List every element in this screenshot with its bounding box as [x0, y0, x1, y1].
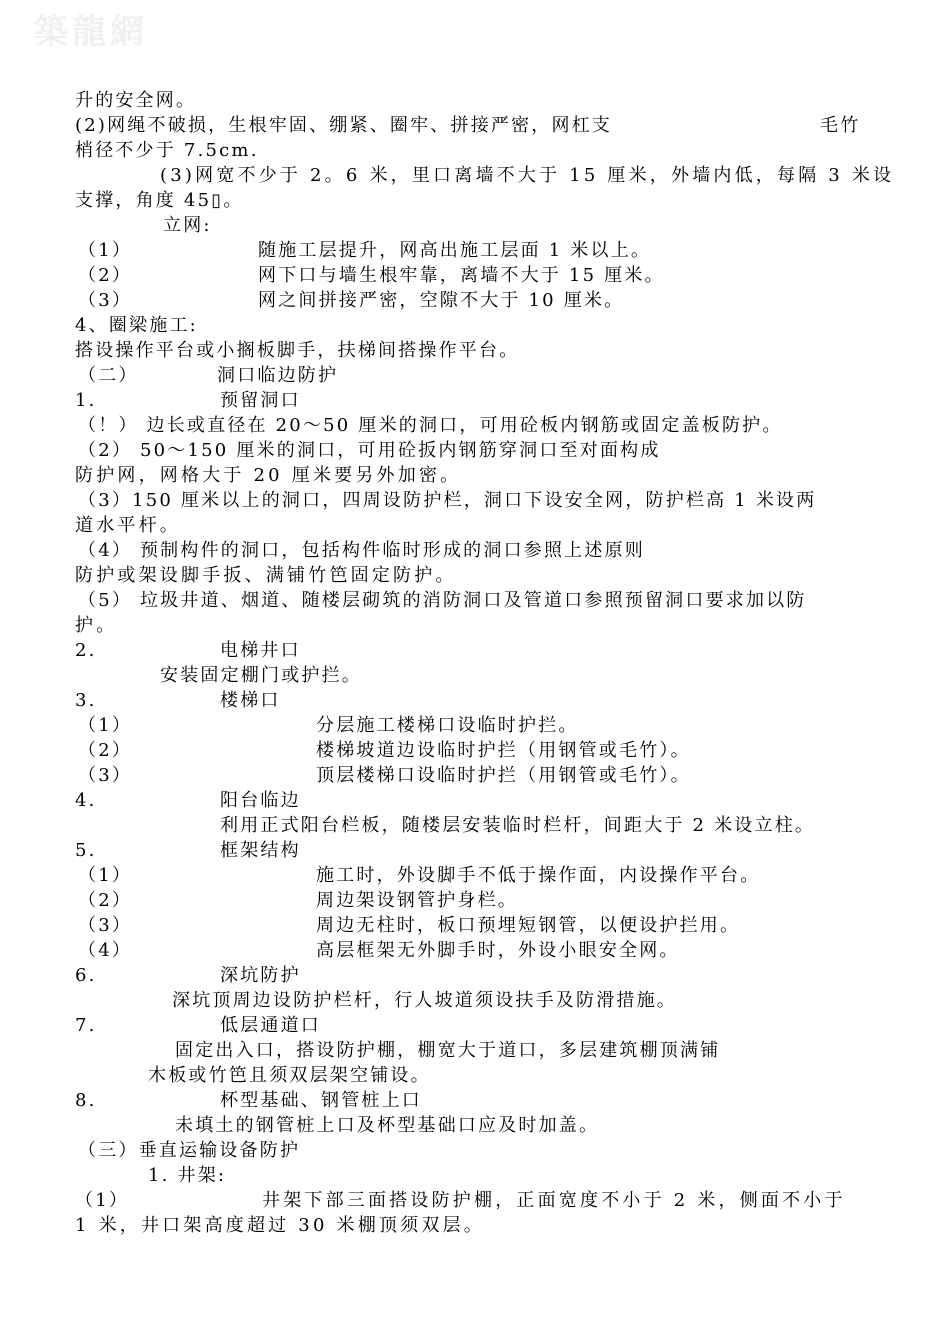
text-line: （5） 垃圾井道、烟道、随楼层砌筑的消防洞口及管道口参照预留洞口要求加以防: [78, 590, 807, 611]
text-line: （4） 预制构件的洞口，包括构件临时形成的洞口参照上述原则: [78, 540, 645, 561]
text-line: (2)网绳不破损，生根牢固、绷紧、圈牢、拼接严密，网杠支: [75, 115, 613, 136]
text-line: （二）: [78, 365, 139, 386]
text-line: （4）: [78, 940, 133, 961]
text-line: 8.: [75, 1090, 97, 1111]
text-line: 未填土的钢管桩上口及杯型基础口应及时加盖。: [175, 1115, 600, 1136]
text-line: 3.: [75, 690, 97, 711]
text-line: 低层通道口: [220, 1015, 321, 1036]
text-line: 随施工层提升，网高出施工层面 1 米以上。: [258, 240, 652, 261]
text-line: (3)网宽不少于 2。6 米，里口离墙不大于 15 厘米，外墙内低，每隔 3 米设: [160, 165, 895, 186]
text-line: （！） 边长或直径在 20～50 厘米的洞口，可用砼板内钢筋或固定盖板防护。: [78, 415, 783, 436]
text-line: 防护或架设脚手扳、满铺竹笆固定防护。: [75, 565, 457, 586]
text-line: （3）150 厘米以上的洞口，四周设防护栏，洞口下设安全网，防护栏高 1 米设两: [78, 490, 817, 511]
text-line: 4.: [75, 790, 97, 811]
text-line: 预留洞口: [220, 390, 301, 411]
text-line: 施工时，外设脚手不低于操作面，内设操作平台。: [316, 865, 761, 886]
text-line: （3）: [78, 765, 133, 786]
text-line: 利用正式阳台栏板，随楼层安装临时栏杆，间距大于 2 米设立柱。: [220, 815, 816, 836]
text-line: （3）: [78, 915, 133, 936]
text-line: 网之间拼接严密，空隙不大于 10 厘米。: [258, 290, 625, 311]
text-line: 4、圈梁施工:: [75, 315, 198, 336]
text-line: （三）垂直运输设备防护: [78, 1140, 301, 1161]
text-line: 安装固定棚门或护拦。: [160, 665, 362, 686]
text-line: 6.: [75, 965, 97, 986]
text-line: （1）: [78, 240, 133, 261]
text-line: 支撑，角度 45▯。: [75, 190, 244, 211]
text-line: 2.: [75, 640, 97, 661]
text-line: （2）: [78, 890, 133, 911]
text-line: 框架结构: [220, 840, 301, 861]
text-line: 固定出入口，搭设防护棚，棚宽大于道口，多层建筑棚顶满铺: [175, 1040, 721, 1061]
text-line: 电梯井口: [220, 640, 301, 661]
text-line: 杯型基础、钢管桩上口: [220, 1090, 422, 1111]
text-line: 5.: [75, 840, 97, 861]
text-line: 周边架设钢管护身栏。: [316, 890, 518, 911]
text-line: 网下口与墙生根牢靠，离墙不大于 15 厘米。: [258, 265, 665, 286]
text-line: 分层施工楼梯口设临时护拦。: [316, 715, 579, 736]
text-line: （2）: [78, 740, 133, 761]
text-line: 7.: [75, 1015, 97, 1036]
text-line: 立网:: [163, 215, 212, 236]
text-line: （1）: [78, 865, 133, 886]
text-line: 楼梯口: [220, 690, 281, 711]
text-line: 周边无柱时，板口预埋短钢管，以便设护拦用。: [316, 915, 741, 936]
text-line: 护。: [75, 615, 118, 636]
text-line: 道水平杆。: [75, 515, 181, 536]
text-line: 顶层楼梯口设临时护拦（用钢管或毛竹）。: [316, 765, 691, 786]
text-line: 木板或竹笆且须双层架空铺设。: [148, 1065, 431, 1086]
text-line: 井架下部三面搭设防护棚，正面宽度不小于 2 米，侧面不小于: [262, 1190, 846, 1211]
text-line: 楼梯坡道边设临时护拦（用钢管或毛竹）。: [316, 740, 691, 761]
text-line: 毛竹: [820, 115, 861, 136]
text-line: （1）: [75, 1190, 130, 1211]
text-line: 阳台临边: [220, 790, 301, 811]
text-line: （2）: [78, 265, 133, 286]
text-line: 防护网，网格大于 20 厘米要另外加密。: [75, 465, 462, 486]
text-line: 1.: [75, 390, 97, 411]
text-line: 高层框架无外脚手时，外设小眼安全网。: [316, 940, 680, 961]
text-line: 升的安全网。: [75, 90, 197, 111]
text-line: 深坑防护: [220, 965, 301, 986]
text-line: 搭设操作平台或小搁板脚手，扶梯间搭操作平台。: [75, 340, 520, 361]
text-line: （1）: [78, 715, 133, 736]
text-line: 1. 井架:: [148, 1165, 227, 1186]
text-line: 梢径不少于 7.5cm.: [75, 140, 259, 161]
text-line: 洞口临边防护: [217, 365, 339, 386]
text-line: （2） 50～150 厘米的洞口，可用砼扳内钢筋穿洞口至对面构成: [78, 440, 661, 461]
text-line: 深坑顶周边设防护栏杆，行人坡道须设扶手及防滑措施。: [172, 990, 677, 1011]
text-line: （3）: [78, 290, 133, 311]
text-line: 1 米，井口架高度超过 30 米棚顶须双层。: [75, 1215, 485, 1236]
watermark-logo: 築龍網: [34, 12, 148, 52]
